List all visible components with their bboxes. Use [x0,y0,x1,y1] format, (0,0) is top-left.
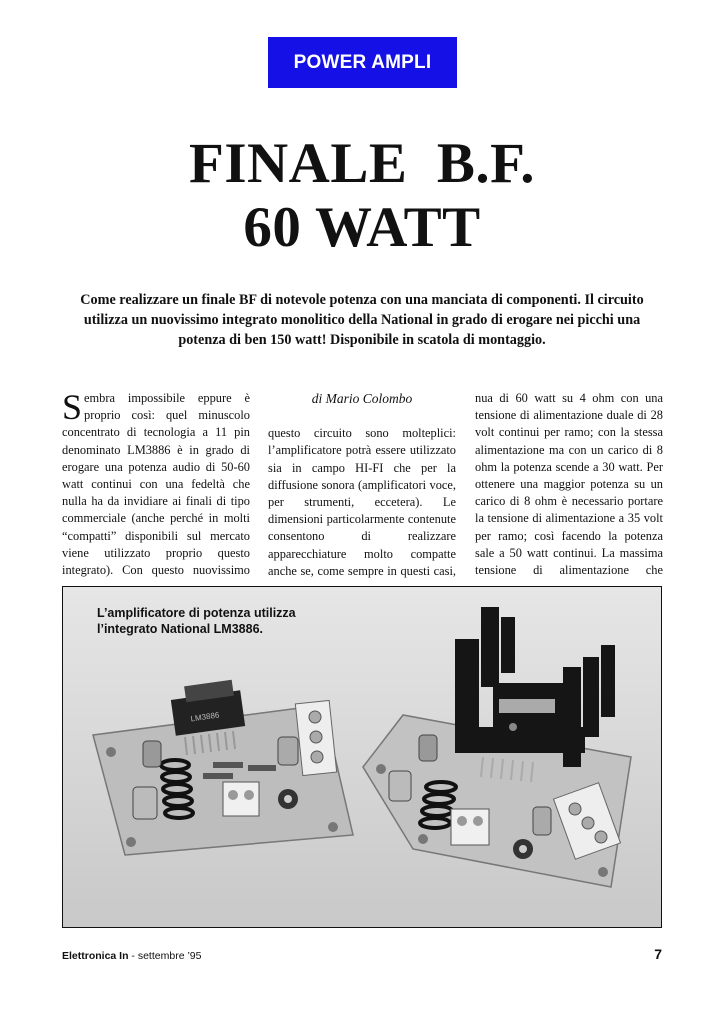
title-line-1: FINALE B.F. [189,132,535,195]
column-2-text: questo circuito sono molteplici: l’amplificatore potrà essere utilizzato sia in campo HI-FI che per la diffusione sonora (amplificatori voce, per strumenti, eccetera). Le dimensioni particolarmente contenute consentono di realizzare apparecchiature molto compatte anche se, come sempre in questi casi, [268,426,456,578]
title-line-2: 60 WATT [243,196,481,259]
lead-paragraph: Come realizzare un finale BF di notevole potenza con una manciata di componenti. Il circuito utilizza un nuovissimo integrato monolitico della National in grado di erogare nei picchi una potenza di ben 150 watt! Disponibile in scatola di montaggio. [80,292,644,348]
section-tag: POWER AMPLI [268,37,457,88]
article-column-3 [475,390,663,580]
article-title [0,132,724,260]
photo-caption: L’amplificatore di potenza utilizza l’integrato National LM3886. [97,606,296,636]
magazine-name: Elettronica In [62,950,129,962]
issue-date: - settembre ’95 [128,950,202,962]
footer-publication [62,950,201,962]
page-number: 7 [654,946,662,962]
column-3-text: nua di 60 watt su 4 ohm con una tensione di alimentazione duale di 28 volt continui per ramo; con la stessa alimentazione ma con un carico di 8 ohm la potenza scende a 30 watt. Per ottenere una maggior potenza su un carico di 8 ohm è necessario portare la tensione di alimentazione a 35 volt per ramo; così facendo la potenza sale a 50 watt continui. La massima tensione di alimentazione che [475,391,663,578]
byline: di Mario Colombo [311,391,413,406]
photo-illustration [63,587,662,928]
chip-marking: LM3886 [190,710,220,724]
drop-cap: S [62,390,83,427]
article-column-1 [62,390,250,580]
article-column-2 [268,390,456,580]
amplifier-photo [62,586,662,928]
column-1-text: embra impossibile eppure è proprio così: quel minuscolo concentrato di tecnologia a 11 pin denominato LM3886 è in grado di erogare una potenza audio di 50-60 watt continui con una fedeltà che nulla ha da invidiare ai finali di tipo commerciale (anche perché in molti “compatti” disponibili sul mercato viene utilizzato proprio questo integrato). Con questo nuovissimo [62,391,250,578]
